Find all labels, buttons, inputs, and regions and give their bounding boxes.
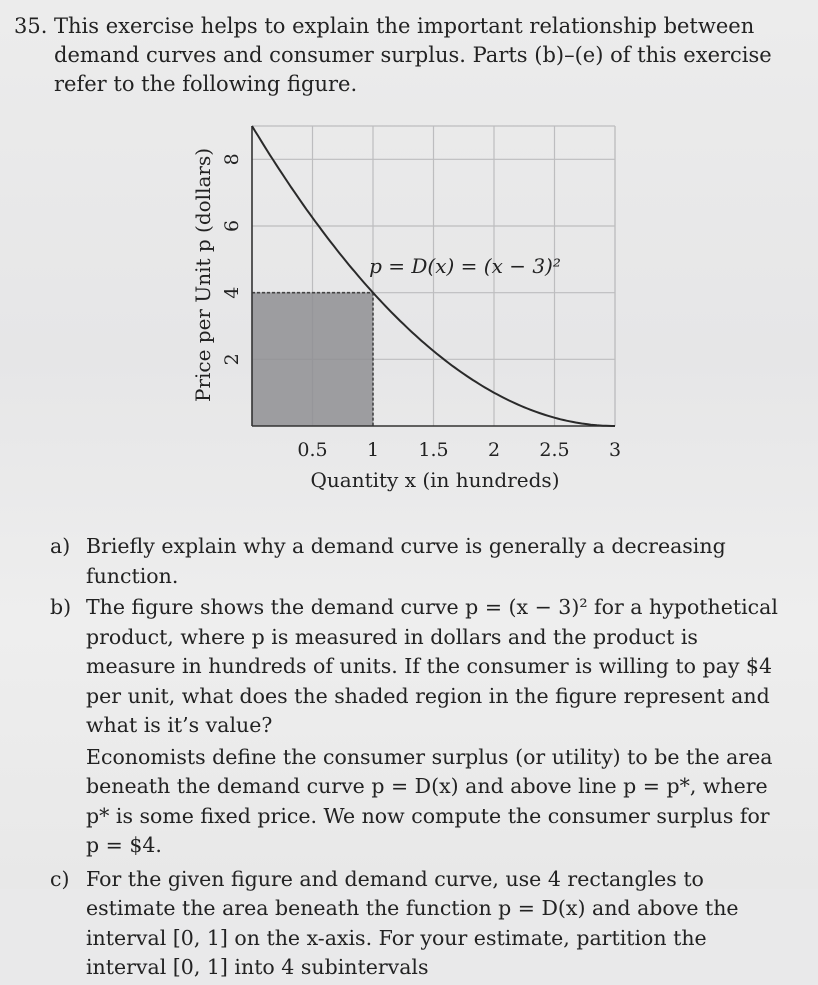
part-label: a) (50, 534, 71, 558)
y-axis-label: Price per Unit p (dollars) (191, 147, 215, 403)
exercise-parts (50, 532, 780, 985)
x-tick-label: 1 (366, 439, 380, 461)
y-tick-label: 2 (221, 353, 243, 366)
x-tick-label: 0.5 (297, 439, 328, 461)
y-tick-label: 8 (221, 153, 243, 166)
problem-intro: This exercise helps to explain the important relationship between demand curves and consumer surplus. Parts (b)–(e) of this exercise refer to the following figure. (54, 14, 772, 96)
x-tick-label: 1.5 (418, 439, 449, 461)
problem-number: 35. (14, 14, 48, 38)
consumer-surplus-definition (50, 743, 780, 861)
x-tick-label: 3 (608, 439, 622, 461)
part-c (50, 865, 780, 983)
definition-text: Economists define the consumer surplus (or utility) to be the area beneath the demand curve p = D(x) and above line p = p*, where p* is some fixed price. We now compute the consumer surplus for p = $4. (86, 744, 773, 857)
x-tick-label: 2 (487, 439, 501, 461)
part-b (50, 593, 780, 741)
part-text: Briefly explain why a demand curve is generally a decreasing function. (86, 534, 726, 588)
x-tick-labels (297, 439, 621, 461)
shaded-region (252, 293, 373, 426)
y-tick-labels (221, 153, 243, 365)
part-a (50, 532, 780, 591)
function-label: p = D(x) = (x − 3)² (369, 254, 561, 278)
part-text: For the given figure and demand curve, use 4 rectangles to estimate the area beneath the function p = D(x) and above the interval [0, 1] on the x-axis. For your estimate, partition the interval [0, 1] into 4 subintervals (86, 866, 739, 979)
x-tick-label: 2.5 (539, 439, 570, 461)
y-tick-label: 4 (221, 286, 243, 299)
y-tick-label: 6 (221, 219, 243, 233)
part-text: The figure shows the demand curve p = (x − 3)² for a hypothetical product, where p is measured in dollars and the product is measure in hundreds of units. If the consumer is willing to pay $4 per unit, what does the shaded region in the figure represent and what is it’s value? (86, 595, 778, 737)
x-axis-label: Quantity x (in hundreds) (310, 468, 560, 492)
part-label: b) (50, 595, 72, 619)
part-label: c) (50, 866, 70, 891)
